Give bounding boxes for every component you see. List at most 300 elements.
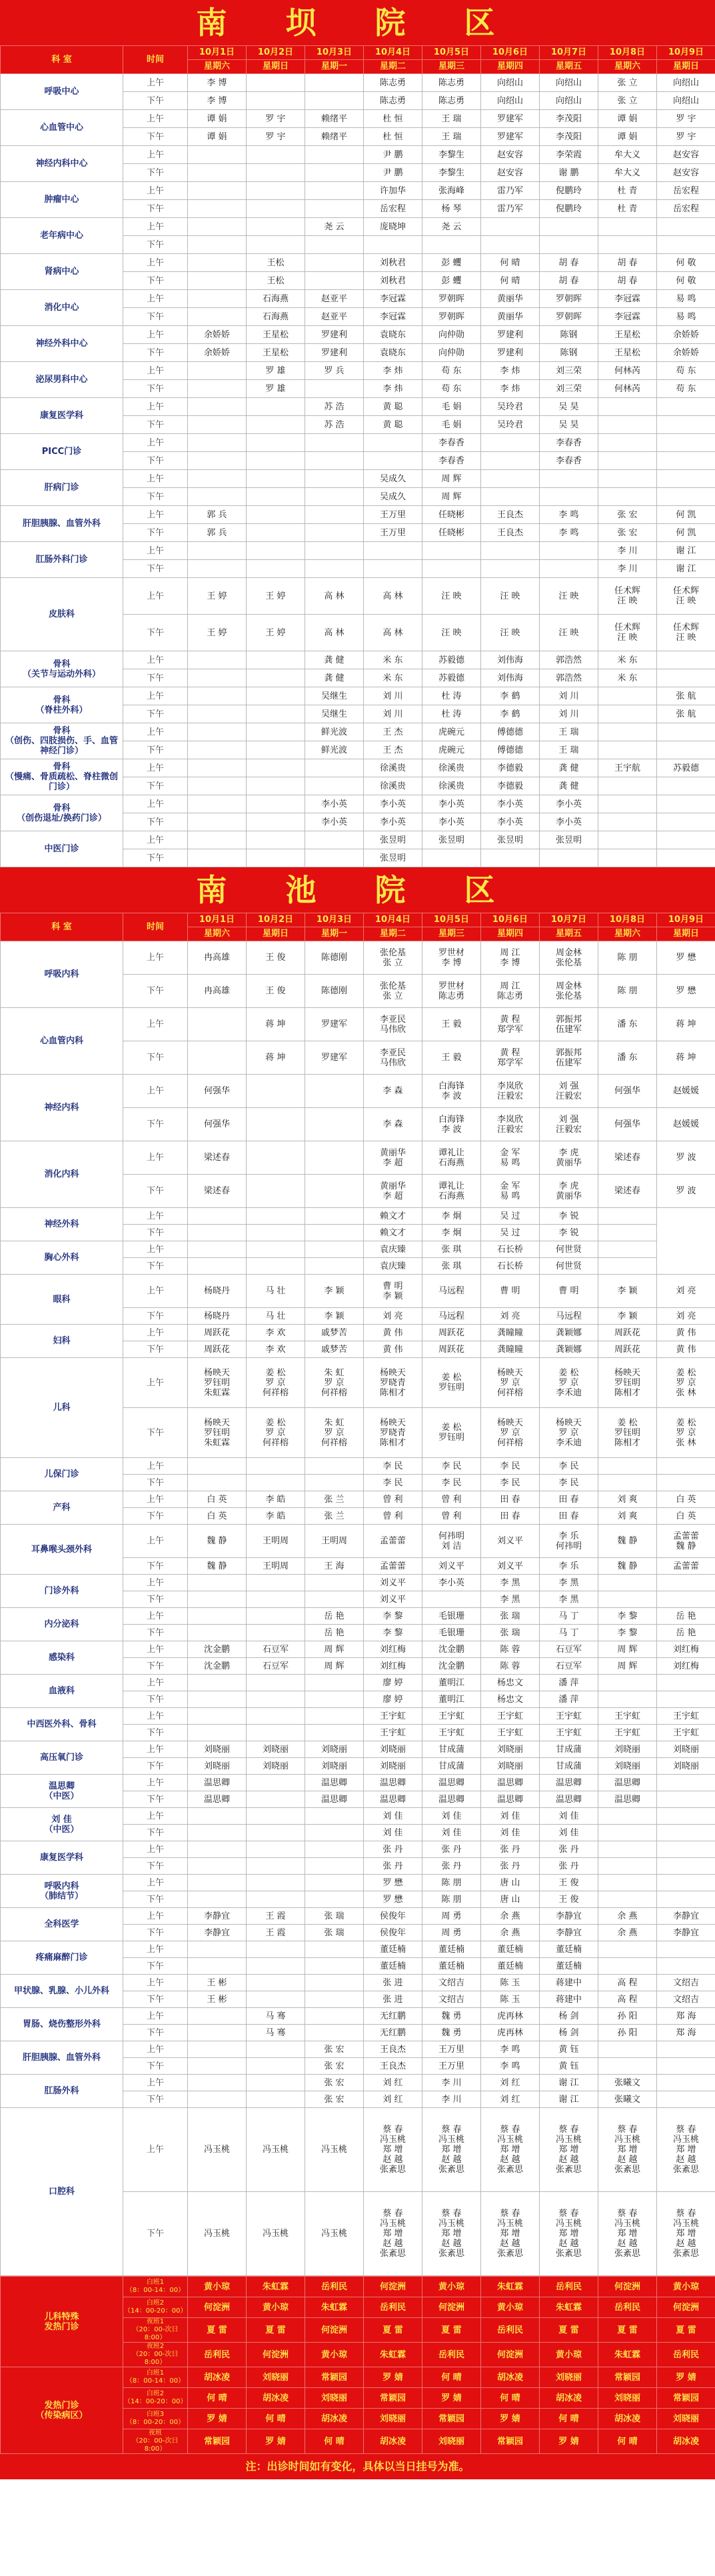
doctor-cell <box>247 1175 305 1208</box>
doctor-cell <box>657 723 715 741</box>
doctor-cell: 余娇娇 <box>188 344 247 362</box>
doctor-cell <box>247 488 305 506</box>
doctor-cell <box>540 236 598 254</box>
doctor-cell: 蒋 坤 <box>657 1041 715 1075</box>
doctor-cell: 廖 婷 <box>364 1691 422 1708</box>
dept-name: 中西医外科、骨科 <box>1 1708 123 1741</box>
doctor-cell: 李 鸣 <box>540 524 598 542</box>
doctor-cell: 李 鹤 <box>481 705 540 723</box>
doctor-cell: 刘晓丽 <box>247 2367 305 2388</box>
doctor-cell: 罗建利 <box>305 326 364 344</box>
doctor-cell <box>305 831 364 849</box>
doctor-cell: 刘晓丽 <box>598 1758 657 1775</box>
doctor-cell <box>188 146 247 164</box>
doctor-cell: 蒋建中 <box>540 1975 598 1991</box>
doctor-cell: 黄小琼 <box>481 2297 540 2318</box>
doctor-cell: 李 民 <box>540 1475 598 1491</box>
schedule-row <box>1 1608 715 1625</box>
doctor-cell <box>481 218 540 236</box>
session-label: 上午 <box>123 1491 188 1508</box>
doctor-cell <box>247 777 305 795</box>
doctor-cell: 李 颖 <box>305 1308 364 1325</box>
session-label: 下午 <box>123 1408 188 1458</box>
doctor-cell <box>305 146 364 164</box>
doctor-cell: 罗 宇 <box>657 110 715 128</box>
doctor-cell: 李 炜 <box>364 362 422 380</box>
doctor-cell: 杨映天 罗 京 何祥榕 <box>481 1408 540 1458</box>
session-label: 上午 <box>123 326 188 344</box>
doctor-cell: 虎碗元 <box>422 741 481 759</box>
doctor-cell <box>598 723 657 741</box>
doctor-cell: 黄丽华 <box>481 290 540 308</box>
doctor-cell <box>657 1691 715 1708</box>
doctor-cell <box>305 759 364 777</box>
doctor-cell: 李黎生 <box>422 164 481 182</box>
doctor-cell: 牟大义 <box>598 146 657 164</box>
doctor-cell: 苏毅德 <box>422 669 481 687</box>
doctor-cell: 王宇虹 <box>364 1725 422 1741</box>
doctor-cell: 冉高雄 <box>188 975 247 1008</box>
doctor-cell: 胡 春 <box>540 254 598 272</box>
doctor-cell: 张 丹 <box>481 1858 540 1875</box>
doctor-cell: 何 晴 <box>422 2367 481 2388</box>
doctor-cell <box>598 488 657 506</box>
doctor-cell: 谭礼让 石海燕 <box>422 1141 481 1175</box>
session-label: 上午 <box>123 434 188 452</box>
doctor-cell <box>305 1891 364 1908</box>
doctor-cell: 董廷楠 <box>364 1941 422 1958</box>
doctor-cell: 王宇虹 <box>598 1708 657 1725</box>
session-label: 上午 <box>123 1008 188 1041</box>
doctor-cell: 张 丹 <box>364 1858 422 1875</box>
doctor-cell <box>657 1575 715 1591</box>
doctor-cell: 罗朝晖 <box>422 308 481 326</box>
doctor-cell: 周跃花 <box>188 1325 247 1341</box>
doctor-cell: 张 宏 <box>305 2058 364 2075</box>
doctor-cell <box>598 1941 657 1958</box>
header-weekday: 星期日 <box>247 927 305 941</box>
doctor-cell: 罗世材 李 博 <box>422 941 481 975</box>
session-label: 上午 <box>123 1941 188 1958</box>
doctor-cell: 陈志勇 <box>422 74 481 92</box>
doctor-cell: 温思卿 <box>481 1791 540 1808</box>
doctor-cell <box>188 434 247 452</box>
doctor-cell <box>305 542 364 560</box>
doctor-cell: 魏 静 <box>188 1558 247 1575</box>
doctor-cell: 姜 松 罗 京 何祥榕 <box>247 1358 305 1408</box>
doctor-cell <box>598 777 657 795</box>
doctor-cell: 白 英 <box>188 1491 247 1508</box>
doctor-cell: 马 壮 <box>247 1275 305 1308</box>
doctor-cell: 何 凯 <box>657 524 715 542</box>
schedule-row <box>1 795 715 813</box>
doctor-cell: 余娇娇 <box>657 326 715 344</box>
doctor-cell <box>364 452 422 470</box>
session-label: 上午 <box>123 1975 188 1991</box>
doctor-cell: 唐 山 <box>481 1875 540 1891</box>
doctor-cell: 何 晴 <box>481 272 540 290</box>
doctor-cell <box>188 1891 247 1908</box>
doctor-cell: 王 俊 <box>247 975 305 1008</box>
doctor-cell: 郭浩然 <box>540 669 598 687</box>
header-weekday: 星期五 <box>540 60 598 74</box>
doctor-cell: 何 晴 <box>598 2429 657 2454</box>
doctor-cell: 郭 兵 <box>188 524 247 542</box>
schedule-row <box>1 1458 715 1475</box>
doctor-cell: 刘红梅 <box>364 1658 422 1675</box>
doctor-cell <box>657 831 715 849</box>
dept-name: 肿瘤中心 <box>1 182 123 218</box>
doctor-cell: 潘 东 <box>598 1008 657 1041</box>
doctor-cell: 董廷楠 <box>422 1958 481 1975</box>
doctor-cell: 杨 剑 <box>540 2008 598 2025</box>
dept-name: 全科医学 <box>1 1908 123 1941</box>
header-weekday: 星期六 <box>598 60 657 74</box>
dept-name: 肛肠外科门诊 <box>1 542 123 578</box>
doctor-cell: 何祎明 刘 洁 <box>422 1525 481 1558</box>
doctor-cell <box>540 470 598 488</box>
doctor-cell <box>247 723 305 741</box>
doctor-cell: 向仲勋 <box>422 326 481 344</box>
doctor-cell <box>305 2025 364 2041</box>
doctor-cell: 胡冰凌 <box>657 2429 715 2454</box>
dept-name: 感染科 <box>1 1641 123 1675</box>
doctor-cell: 王宇虹 <box>540 1725 598 1741</box>
doctor-cell <box>188 2091 247 2108</box>
session-label: 下午 <box>123 2091 188 2108</box>
header-date: 10月7日 <box>540 913 598 927</box>
doctor-cell <box>247 1775 305 1791</box>
doctor-cell: 何 晴 <box>188 2388 247 2409</box>
doctor-cell: 岳 艳 <box>657 1625 715 1641</box>
doctor-cell: 姜 松 罗 京 李禾迪 <box>540 1358 598 1408</box>
doctor-cell: 无红鹏 <box>364 2008 422 2025</box>
doctor-cell: 谢 江 <box>540 2091 598 2108</box>
doctor-cell <box>305 164 364 182</box>
doctor-cell: 蔡 春 冯玉桃 郑 增 赵 越 张紊思 <box>540 2192 598 2276</box>
session-label: 上午 <box>123 254 188 272</box>
session-label: 上午 <box>123 1525 188 1558</box>
north-campus-title: 南 坝 院 区 <box>0 0 715 45</box>
doctor-cell: 周 辉 <box>422 470 481 488</box>
doctor-cell: 刘红梅 <box>657 1641 715 1658</box>
doctor-cell: 罗 宇 <box>657 128 715 146</box>
doctor-cell: 胡冰凌 <box>481 2367 540 2388</box>
doctor-cell <box>188 2041 247 2058</box>
dept-name: 骨科 （关节与运动外科） <box>1 651 123 687</box>
session-label: 下午 <box>123 524 188 542</box>
doctor-cell: 岳利民 <box>598 2297 657 2318</box>
doctor-cell: 王星松 <box>598 326 657 344</box>
doctor-cell: 曾 利 <box>364 1508 422 1525</box>
doctor-cell: 杨映天 罗晓青 陈相才 <box>364 1408 422 1458</box>
doctor-cell: 吴继生 <box>305 705 364 723</box>
doctor-cell: 谭 娟 <box>598 110 657 128</box>
doctor-cell <box>188 651 247 669</box>
doctor-cell: 王万里 <box>422 2041 481 2058</box>
doctor-cell: 岳宏程 <box>657 182 715 200</box>
doctor-cell <box>305 470 364 488</box>
doctor-cell: 冯玉桃 <box>305 2108 364 2192</box>
doctor-cell: 董明江 <box>422 1675 481 1691</box>
doctor-cell <box>598 1858 657 1875</box>
doctor-cell <box>247 1958 305 1975</box>
doctor-cell <box>657 1808 715 1825</box>
doctor-cell: 周跃花 <box>598 1325 657 1341</box>
doctor-cell: 李小英 <box>305 795 364 813</box>
session-label: 下午 <box>123 1825 188 1841</box>
schedule-row <box>1 1841 715 1858</box>
doctor-cell: 黄 伟 <box>364 1325 422 1341</box>
doctor-cell: 陈德刚 <box>305 975 364 1008</box>
doctor-cell: 高 程 <box>598 1991 657 2008</box>
doctor-cell: 刘义平 <box>481 1558 540 1575</box>
doctor-cell <box>305 1241 364 1258</box>
doctor-cell: 陈 蓉 <box>481 1658 540 1675</box>
doctor-cell: 苏 浩 <box>305 398 364 416</box>
dept-name: 门诊外科 <box>1 1575 123 1608</box>
doctor-cell: 陈志勇 <box>364 92 422 110</box>
doctor-cell: 李 炯 <box>422 1208 481 1225</box>
doctor-cell: 王 杰 <box>364 723 422 741</box>
schedule-row <box>1 434 715 452</box>
doctor-cell: 姜 松 罗 京 何祥榕 <box>247 1408 305 1458</box>
dept-name: 老年病中心 <box>1 218 123 254</box>
doctor-cell: 常颖园 <box>481 2429 540 2454</box>
doctor-cell: 龚 健 <box>305 669 364 687</box>
doctor-cell: 杜 青 <box>598 200 657 218</box>
session-label: 上午 <box>123 578 188 615</box>
doctor-cell: 徐溪贵 <box>422 759 481 777</box>
doctor-cell: 刘晓丽 <box>305 1741 364 1758</box>
doctor-cell: 李小英 <box>364 795 422 813</box>
doctor-cell <box>481 470 540 488</box>
doctor-cell <box>598 2041 657 2058</box>
doctor-cell: 袁晓东 <box>364 344 422 362</box>
doctor-cell: 罗 兵 <box>305 362 364 380</box>
doctor-cell <box>305 1225 364 1241</box>
doctor-cell: 董廷楠 <box>364 1958 422 1975</box>
session-label: 下午 <box>123 1475 188 1491</box>
doctor-cell <box>657 669 715 687</box>
doctor-cell <box>657 416 715 434</box>
doctor-cell: 龚 健 <box>540 777 598 795</box>
doctor-cell: 杜 涛 <box>422 705 481 723</box>
doctor-cell <box>598 1675 657 1691</box>
doctor-cell: 李小英 <box>305 813 364 831</box>
doctor-cell: 王星松 <box>247 344 305 362</box>
footer-note: 注：出诊时间如有变化，具体以当日挂号为准。 <box>0 2454 715 2479</box>
doctor-cell <box>188 1475 247 1491</box>
doctor-cell: 余 燕 <box>481 1908 540 1925</box>
doctor-cell <box>305 1958 364 1975</box>
doctor-cell: 田 春 <box>481 1508 540 1525</box>
doctor-cell: 石海燕 <box>247 290 305 308</box>
schedule-row <box>1 290 715 308</box>
doctor-cell: 王 毅 <box>422 1008 481 1041</box>
doctor-cell: 李 鸣 <box>481 2058 540 2075</box>
doctor-cell: 杨 琴 <box>422 200 481 218</box>
doctor-cell: 黄小琼 <box>188 2277 247 2297</box>
dept-name: 消化内科 <box>1 1141 123 1208</box>
doctor-cell <box>657 236 715 254</box>
doctor-cell: 罗朝晖 <box>540 308 598 326</box>
schedule-row <box>1 398 715 416</box>
doctor-cell <box>598 218 657 236</box>
doctor-cell: 黄小琼 <box>657 2277 715 2297</box>
header-weekday: 星期六 <box>598 927 657 941</box>
doctor-cell: 陈 朋 <box>598 975 657 1008</box>
doctor-cell: 甘成蒲 <box>422 1758 481 1775</box>
doctor-cell: 刘晓丽 <box>657 2409 715 2429</box>
doctor-cell: 梁述春 <box>598 1175 657 1208</box>
doctor-cell <box>247 1708 305 1725</box>
doctor-cell: 孟蕾蕾 <box>364 1525 422 1558</box>
doctor-cell <box>305 92 364 110</box>
session-label: 上午 <box>123 1608 188 1625</box>
session-label: 下午 <box>123 669 188 687</box>
session-label: 上午 <box>123 362 188 380</box>
schedule-row <box>1 542 715 560</box>
doctor-cell: 李 皓 <box>247 1491 305 1508</box>
doctor-cell: 李冠霖 <box>364 308 422 326</box>
doctor-cell: 虎再林 <box>481 2008 540 2025</box>
doctor-cell: 李 森 <box>364 1108 422 1141</box>
doctor-cell: 罗建军 <box>481 110 540 128</box>
doctor-cell: 朱虹霖 <box>540 2297 598 2318</box>
doctor-cell: 常颖园 <box>422 2409 481 2429</box>
doctor-cell: 刘 川 <box>540 687 598 705</box>
doctor-cell <box>305 1725 364 1741</box>
session-label: 下午 <box>123 560 188 578</box>
session-label: 上午 <box>123 1075 188 1108</box>
doctor-cell: 李 民 <box>481 1458 540 1475</box>
doctor-cell: 李 乐 何祎明 <box>540 1525 598 1558</box>
doctor-cell: 周跃花 <box>598 1341 657 1358</box>
session-label: 下午 <box>123 452 188 470</box>
doctor-cell: 周 辉 <box>305 1641 364 1658</box>
doctor-cell <box>247 1591 305 1608</box>
doctor-cell: 侯俊年 <box>364 1925 422 1941</box>
doctor-cell: 无红鹏 <box>364 2025 422 2041</box>
doctor-cell: 王万里 <box>364 506 422 524</box>
doctor-cell: 向仲勋 <box>422 344 481 362</box>
doctor-cell <box>598 236 657 254</box>
session-label: 上午 <box>123 1358 188 1408</box>
doctor-cell: 张 宏 <box>305 2075 364 2091</box>
doctor-cell <box>247 1608 305 1625</box>
doctor-cell: 苟 东 <box>422 380 481 398</box>
doctor-cell: 罗建利 <box>481 344 540 362</box>
doctor-cell <box>657 651 715 669</box>
doctor-cell: 刘义平 <box>364 1591 422 1608</box>
doctor-cell: 何 晴 <box>481 254 540 272</box>
doctor-cell: 张 航 <box>657 705 715 723</box>
doctor-cell: 沈金鹏 <box>422 1641 481 1658</box>
doctor-cell: 向绍山 <box>657 92 715 110</box>
doctor-cell: 王宇虹 <box>657 1725 715 1741</box>
doctor-cell: 刘晓丽 <box>598 1741 657 1758</box>
session-label: 上午 <box>123 146 188 164</box>
doctor-cell <box>481 560 540 578</box>
doctor-cell: 姜 松 罗 京 张 林 <box>657 1408 715 1458</box>
doctor-cell: 刘三荣 <box>540 380 598 398</box>
doctor-cell <box>188 759 247 777</box>
header-date: 10月5日 <box>422 46 481 60</box>
doctor-cell: 李小英 <box>422 795 481 813</box>
doctor-cell: 罗 雄 <box>247 362 305 380</box>
dept-name: 神经外科 <box>1 1208 123 1241</box>
doctor-cell: 李春香 <box>422 452 481 470</box>
doctor-cell: 田 春 <box>481 1491 540 1508</box>
doctor-cell: 张曦文 <box>598 2091 657 2108</box>
doctor-cell <box>305 1575 364 1591</box>
dept-name: 骨科 （慢痛、骨质疏松、脊柱微创门诊） <box>1 759 123 795</box>
schedule-row <box>1 2367 715 2388</box>
doctor-cell <box>657 452 715 470</box>
session-label: 上午 <box>123 1275 188 1308</box>
doctor-cell: 杨映天 罗 京 李禾迪 <box>540 1408 598 1458</box>
doctor-cell: 王 毅 <box>422 1041 481 1075</box>
doctor-cell: 何淀洲 <box>657 2297 715 2318</box>
doctor-cell: 黄 伟 <box>657 1325 715 1341</box>
doctor-cell <box>657 1841 715 1858</box>
doctor-cell <box>247 1891 305 1908</box>
session-label: 上午 <box>123 2075 188 2091</box>
doctor-cell <box>598 1841 657 1858</box>
doctor-cell: 梁述春 <box>188 1141 247 1175</box>
doctor-cell: 陈钢 <box>540 326 598 344</box>
doctor-cell <box>247 1208 305 1225</box>
doctor-cell: 毛银珊 <box>422 1625 481 1641</box>
doctor-cell: 王 彬 <box>188 1975 247 1991</box>
dept-name: 产科 <box>1 1491 123 1525</box>
dept-name: 呼吸中心 <box>1 74 123 110</box>
doctor-cell: 石豆军 <box>540 1658 598 1675</box>
doctor-cell: 陈 朋 <box>598 941 657 975</box>
doctor-cell <box>657 218 715 236</box>
session-label: 下午 <box>123 1758 188 1775</box>
doctor-cell: 王 海 <box>305 1558 364 1575</box>
doctor-cell: 岳利民 <box>305 2277 364 2297</box>
dept-name: 高压氧门诊 <box>1 1741 123 1775</box>
doctor-cell <box>305 1591 364 1608</box>
doctor-cell <box>598 1958 657 1975</box>
doctor-cell: 李 炜 <box>481 362 540 380</box>
doctor-cell: 石长桥 <box>481 1241 540 1258</box>
doctor-cell: 冯玉桃 <box>305 2192 364 2276</box>
doctor-cell: 文绍吉 <box>422 1975 481 1991</box>
doctor-cell <box>247 2075 305 2091</box>
dept-name: 刘 佳 （中医） <box>1 1808 123 1841</box>
session-label: 下午 <box>123 1108 188 1141</box>
session-label: 下午 <box>123 741 188 759</box>
doctor-cell <box>188 380 247 398</box>
doctor-cell <box>657 813 715 831</box>
doctor-cell <box>540 488 598 506</box>
doctor-cell <box>598 1575 657 1591</box>
dept-name: 妇科 <box>1 1325 123 1358</box>
doctor-cell: 陈 朋 <box>422 1891 481 1908</box>
session-label: 夜班2 （20：00-次日8:00） <box>123 2343 188 2367</box>
session-label: 上午 <box>123 398 188 416</box>
doctor-cell: 冉高雄 <box>188 941 247 975</box>
doctor-cell: 刘 佳 <box>481 1825 540 1841</box>
doctor-cell: 蔡 春 冯玉桃 郑 增 赵 越 张紊思 <box>481 2192 540 2276</box>
session-label: 上午 <box>123 723 188 741</box>
doctor-cell: 苏毅德 <box>657 759 715 777</box>
doctor-cell <box>188 416 247 434</box>
